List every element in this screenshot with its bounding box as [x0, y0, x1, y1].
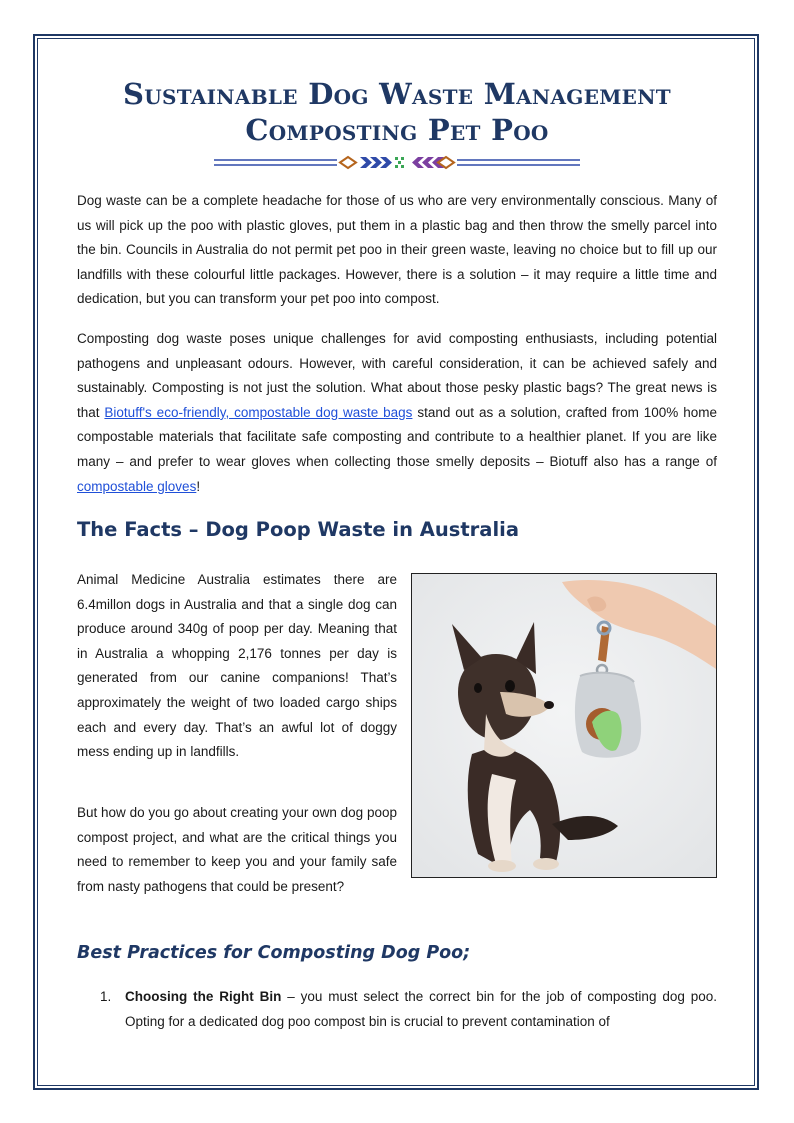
- title-line-2: Composting Pet Poo: [245, 113, 549, 147]
- list-item-text: [125, 985, 717, 1034]
- decorative-divider: [212, 152, 582, 174]
- best-practices-heading: Best Practices for Composting Dog Poo;: [77, 943, 471, 963]
- page-title: [60, 76, 734, 148]
- intro-paragraph-2: [77, 327, 717, 499]
- facts-paragraph-1: Animal Medicine Australia estimates there are 6.4millon dogs in Australia and that a single dog can produce around 340g of poop per day. Meaning that in Australia a whopping 2,176 tonnes per day is generated from our canine companions! That’s approximately the weight of two loaded cargo ships each and every day. That’s an awful lot of doggy mess ending up in landfills.: [77, 572, 397, 760]
- dog-photo-illustration: [412, 574, 716, 877]
- compostable-gloves-link[interactable]: compostable gloves: [77, 478, 197, 494]
- list-item-bold-label: Choosing the Right Bin: [125, 989, 282, 1004]
- facts-paragraph-2: But how do you go about creating your own dog poop compost project, and what are the critical things you need to remember to keep you and your family safe from nasty pathogens that could be present?: [77, 805, 397, 894]
- title-line-1: Sustainable Dog Waste Management: [123, 77, 671, 111]
- best-practices-list: [100, 985, 717, 1034]
- facts-heading: The Facts – Dog Poop Waste in Australia: [77, 518, 519, 541]
- list-item: [100, 985, 717, 1034]
- intro-paragraph-1: Dog waste can be a complete headache for those of us who are very environmentally conscious. Many of us will pick up the poo with plastic gloves, put them in a plastic bag and then throw the smelly parcel into the bin. Councils in Australia do not permit pet poo in their green waste, leaving no choice but to fill up our landfills with these colourful little packages. However, there is a solution – it may require a little time and dedication, but you can transform your pet poo into compost.: [77, 193, 717, 307]
- dog-with-waste-bag-photo: [411, 573, 717, 878]
- intro-text-c: !: [196, 478, 201, 494]
- intro-text-a: Composting dog waste poses unique challenges for avid composting enthusiasts, including potential pathogens and unpleasant odours. However, with careful consideration, it can be achieved safely and sustainably. Composting is not just the solution. What about those pesky plastic bags? The great news is that: [77, 331, 717, 420]
- biotuff-dog-waste-bags-link[interactable]: Biotuff's eco-friendly, compostable dog waste bags: [104, 404, 413, 420]
- list-item-number: 1.: [100, 989, 112, 1004]
- list-item-body: – you must select the correct bin for the job of composting dog poo. Opting for a dedicated dog poo compost bin is crucial to prevent contamination of: [125, 989, 717, 1029]
- intro-text-b: stand out as a solution, crafted from 100% home compostable materials that facilitate safe composting and contribute to a healthier planet. If you are like many – and prefer to wear gloves when collecting those smelly deposits – Biotuff also has a range of: [77, 404, 717, 469]
